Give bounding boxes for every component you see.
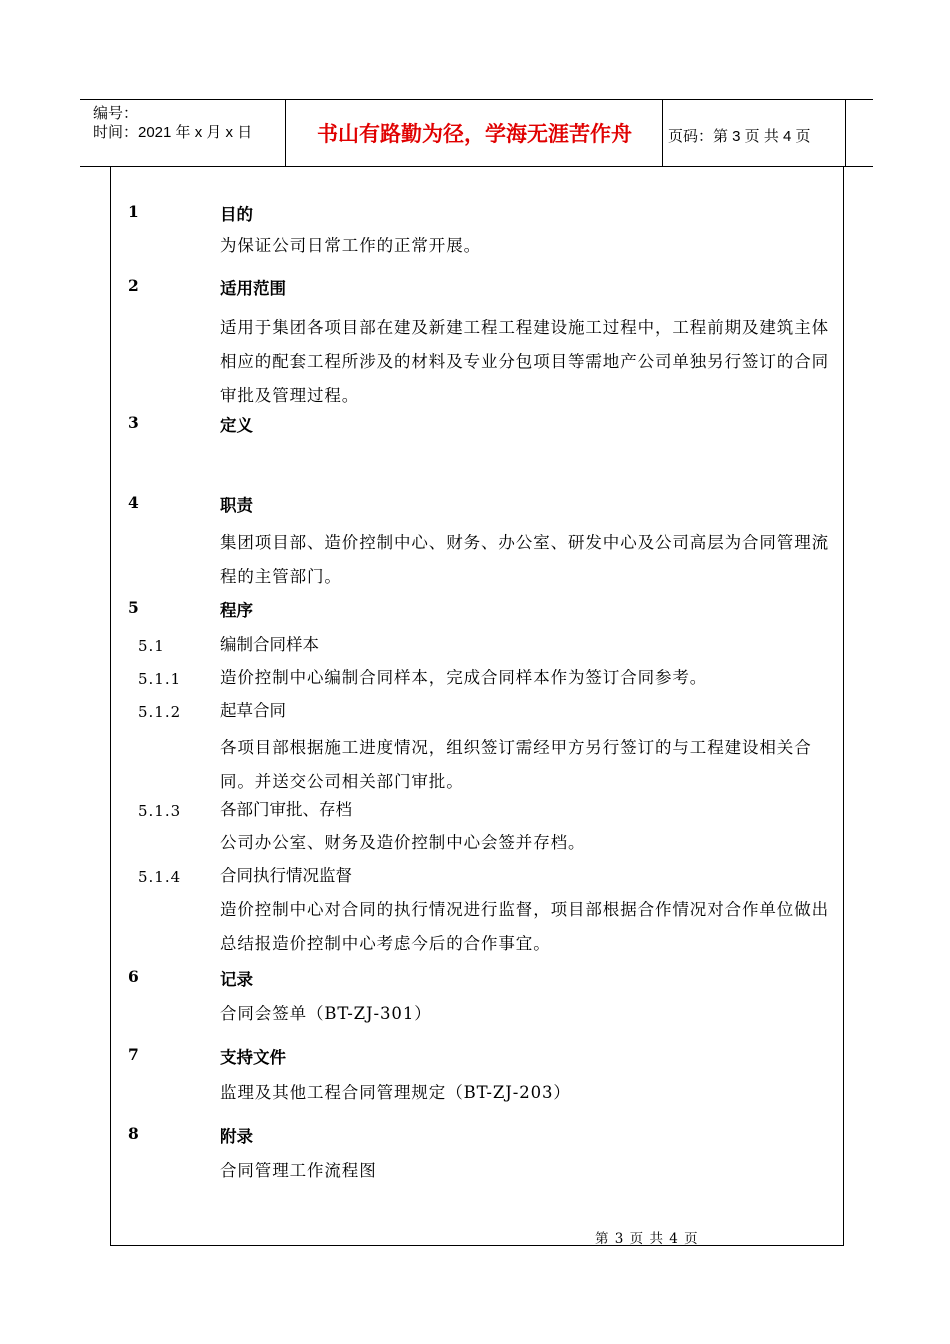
section-number: 5 <box>128 598 139 617</box>
section-number: 8 <box>128 1124 139 1143</box>
page-footer: 第 3 页 共 4 页 <box>595 1231 699 1247</box>
section-body: 合同会签单（BT-ZJ-301） <box>220 1004 432 1023</box>
section-number: 4 <box>128 493 139 512</box>
body-left-border <box>110 166 111 1246</box>
body-bottom-rule <box>110 1245 844 1246</box>
section-title: 职责 <box>220 496 253 515</box>
section-title: 目的 <box>220 205 253 224</box>
section-title: 程序 <box>220 601 253 620</box>
motto-title: 书山有路勤为径，学海无涯苦作舟 <box>317 122 632 146</box>
subsection-body: 各项目部根据施工进度情况，组织签订需经甲方另行签订的与工程建设相关合同。并送交公司相关部门审批。 <box>220 738 812 791</box>
section-body: 集团项目部、造价控制中心、财务、办公室、研发中心及公司高层为合同管理流程的主管部门。 <box>220 533 829 586</box>
subsection-number: 5.1.3 <box>138 802 182 820</box>
header-bottom-rule <box>80 166 873 167</box>
section-number: 1 <box>128 202 139 221</box>
subsection-number: 5.1.4 <box>138 868 182 886</box>
section-title: 支持文件 <box>220 1048 286 1067</box>
section-body: 合同管理工作流程图 <box>220 1161 377 1180</box>
section-title: 适用范围 <box>220 279 286 298</box>
header-divider-3 <box>845 99 846 167</box>
subsection-body: 公司办公室、财务及造价控制中心会签并存档。 <box>220 833 586 852</box>
subsection-title: 编制合同样本 <box>220 635 319 654</box>
section-number: 3 <box>128 413 139 432</box>
section-body: 为保证公司日常工作的正常开展。 <box>220 236 481 255</box>
section-title: 附录 <box>220 1127 253 1146</box>
section-body: 适用于集团各项目部在建及新建工程工程建设施工过程中，工程前期及建筑主体相应的配套工程所涉及的材料及专业分包项目等需地产公司单独另行签订的合同审批及管理过程。 <box>220 318 829 405</box>
section-number: 7 <box>128 1045 139 1064</box>
header-divider-1 <box>285 99 286 167</box>
subsection-number: 5.1.1 <box>138 670 182 688</box>
header-divider-2 <box>662 99 663 167</box>
subsection-number: 5.1 <box>138 637 165 655</box>
section-body: 监理及其他工程合同管理规定（BT-ZJ-203） <box>220 1083 571 1102</box>
subsection-number: 5.1.2 <box>138 703 182 721</box>
section-title: 定义 <box>220 416 253 435</box>
subsection-title: 起草合同 <box>220 701 286 720</box>
document-time-label: 时间：2021 年 x 月 x 日 <box>93 124 253 141</box>
subsection-title: 造价控制中心编制合同样本，完成合同样本作为签订合同参考。 <box>220 668 708 687</box>
subsection-title: 合同执行情况监督 <box>220 866 352 885</box>
section-title: 记录 <box>220 970 253 989</box>
subsection-body: 造价控制中心对合同的执行情况进行监督，项目部根据合作情况对合作单位做出总结报造价控制中心考虑今后的合作事宜。 <box>220 900 829 953</box>
document-number-label: 编号： <box>93 105 139 122</box>
section-number: 2 <box>128 276 139 295</box>
section-number: 6 <box>128 967 139 986</box>
subsection-title: 各部门审批、存档 <box>220 800 352 819</box>
page-code: 页码：第 3 页 共 4 页 <box>668 128 811 145</box>
header-top-rule <box>80 99 873 100</box>
